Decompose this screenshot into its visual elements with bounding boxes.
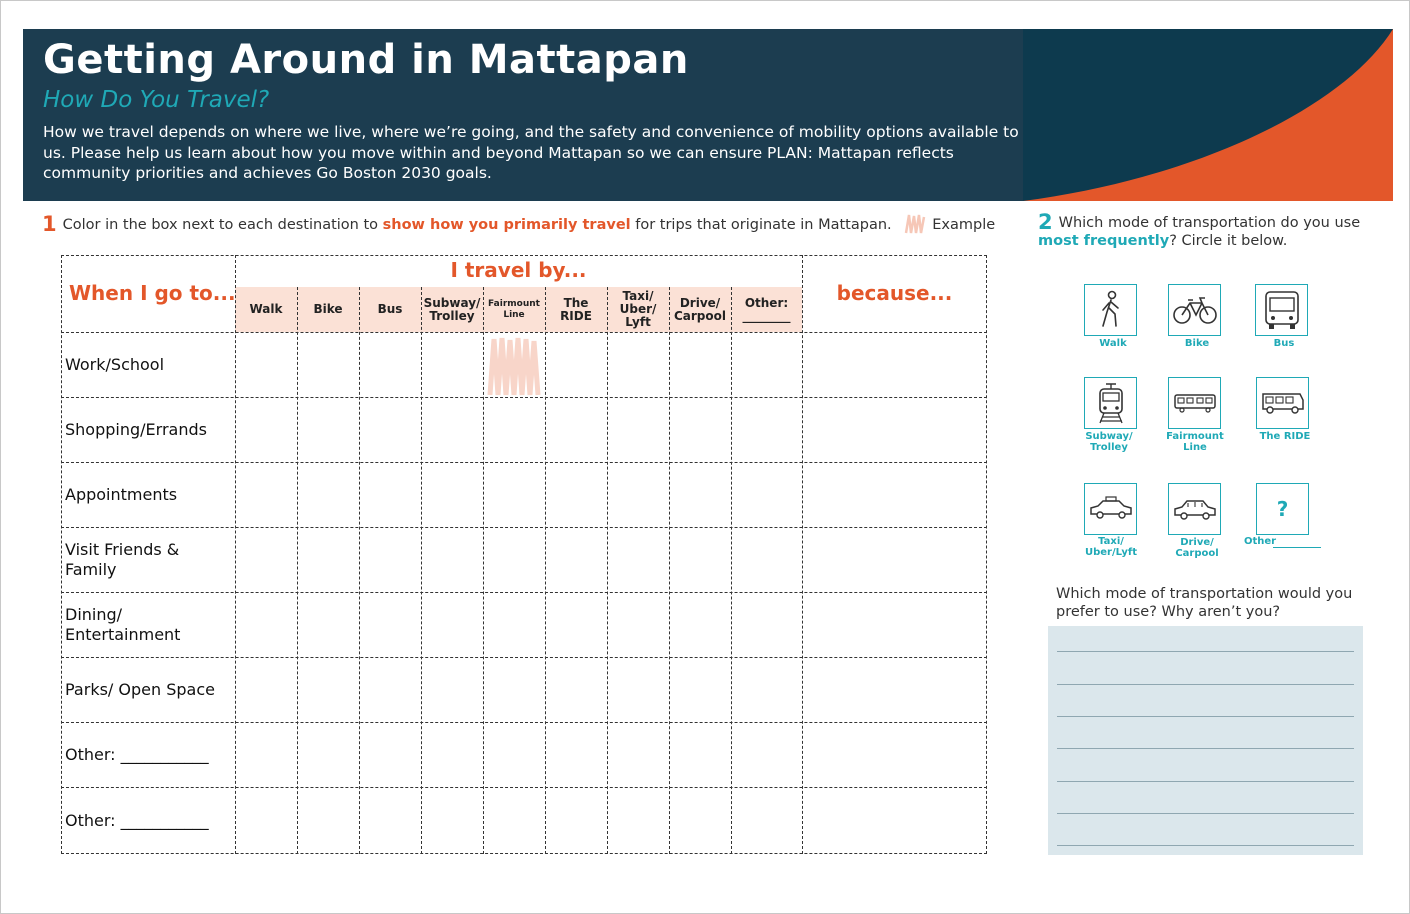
mode-cell[interactable] [731,592,802,657]
mode-choice-bus[interactable] [1255,284,1308,336]
mode-cell[interactable] [297,332,359,397]
section2-text-after: ? Circle it below. [1169,233,1288,249]
table-vertical-rule [61,255,62,854]
answer-line [1057,748,1354,749]
section1-instruction [42,212,995,236]
mode-cell[interactable] [421,722,483,787]
mode-choice-label: Fairmount Line [1166,431,1224,453]
mode-cell[interactable] [235,592,297,657]
mode-cell[interactable] [731,787,802,854]
destination-row-label: Work/School [65,354,165,374]
mode-cell[interactable] [359,527,421,592]
mode-cell[interactable] [421,787,483,854]
col-because-header: because... [836,281,953,305]
bike-icon [1172,295,1218,325]
question-icon: ? [1276,497,1289,521]
because-cell[interactable] [802,527,987,592]
destination-row-label: Dining/ Entertainment [65,604,181,644]
mode-cell[interactable] [483,397,545,462]
because-cell[interactable] [802,332,987,397]
mode-cell[interactable] [669,397,731,462]
destination-row-label: Appointments [65,484,178,504]
mode-choice-label: Bike [1184,338,1210,349]
mode-cell[interactable] [607,462,669,527]
mode-cell[interactable] [607,657,669,722]
mode-header-3: Subway/ Trolley [423,295,481,323]
mode-cell[interactable] [669,592,731,657]
mode-choice-label: Subway/ Trolley [1085,431,1133,453]
mode-header-1: Bike [313,302,343,316]
mode-header-8: Other: ________ [742,295,791,323]
mode-cell[interactable] [421,657,483,722]
mode-cell[interactable] [359,462,421,527]
mode-cell[interactable] [607,527,669,592]
table-horizontal-rule [61,255,987,256]
mode-cell[interactable] [545,332,607,397]
mode-cell[interactable] [235,527,297,592]
mode-cell[interactable] [421,592,483,657]
mode-header-5: The RIDE [560,295,592,323]
mode-cell[interactable] [297,527,359,592]
section1-text-after: for trips that originate in Mattapan. [630,217,892,233]
mode-cell[interactable] [297,657,359,722]
mode-cell[interactable] [483,592,545,657]
mode-cell[interactable] [545,397,607,462]
mode-choice-trolley[interactable] [1084,377,1137,429]
mode-header-6: Taxi/ Uber/ Lyft [619,289,657,329]
mode-cell[interactable] [421,332,483,397]
preference-question: Which mode of transportation would you prefer to use? Why aren’t you? [1056,586,1353,620]
trolley-icon [1094,381,1128,425]
mode-cell[interactable] [545,657,607,722]
mode-choice-label: Drive/ Carpool [1175,537,1219,559]
mode-cell[interactable] [669,527,731,592]
mode-choice-car[interactable] [1168,483,1221,535]
example-scribble-icon [904,213,926,235]
mode-choice-label: Walk [1099,338,1127,349]
mode-cell[interactable] [731,657,802,722]
answer-line [1057,781,1354,782]
mode-cell[interactable] [421,397,483,462]
mode-cell[interactable] [297,592,359,657]
mode-cell[interactable] [297,787,359,854]
because-cell[interactable] [802,657,987,722]
destination-row-label: Parks/ Open Space [65,679,215,699]
mode-cell[interactable] [297,722,359,787]
because-cell[interactable] [802,592,987,657]
mode-cell[interactable] [669,462,731,527]
section2-highlight: most frequently [1038,233,1170,249]
mode-choice-train[interactable] [1168,377,1221,429]
mode-cell[interactable] [483,332,545,397]
section2-text-before: Which mode of transportation do you use [1058,215,1361,231]
mode-cell[interactable] [359,787,421,854]
mode-cell[interactable] [235,397,297,462]
mode-cell[interactable] [297,462,359,527]
section2-question [1038,210,1368,250]
mode-cell[interactable] [421,462,483,527]
page-title: Getting Around in Mattapan [43,37,689,83]
answer-line [1057,651,1354,652]
mode-cell[interactable] [421,527,483,592]
mode-cell[interactable] [545,462,607,527]
destination-row-label: Other: ___________ [65,810,209,830]
mode-cell[interactable] [483,527,545,592]
header-banner [23,29,1393,201]
mode-cell[interactable] [731,722,802,787]
mode-cell[interactable] [669,787,731,854]
mode-cell[interactable] [607,787,669,854]
mode-cell[interactable] [731,332,802,397]
mode-cell[interactable] [545,787,607,854]
mode-header-7: Drive/ Carpool [673,295,726,323]
mode-cell[interactable] [607,592,669,657]
mode-choice-label: The RIDE [1259,431,1311,442]
intro-paragraph: How we travel depends on where we live, where we’re going, and the safety and convenience of mobility options available to us. Please help us learn about how you move within and beyond Mattapan so we can ensure PLAN: Mattapan reflects community priorities and achieves Go Boston 2030 goals. [43,123,1019,182]
destination-row-label: Visit Friends & Family [65,539,180,579]
mode-cell[interactable] [545,722,607,787]
mode-cell[interactable] [297,397,359,462]
travel-table [61,255,987,854]
mode-cell[interactable] [483,787,545,854]
mode-choice-label: Taxi/ Uber/Lyft [1085,536,1137,558]
answer-line [1057,845,1354,846]
mode-cell[interactable] [607,722,669,787]
other-write-in-line[interactable] [1273,547,1321,548]
taxi-icon [1088,496,1134,522]
mode-cell[interactable] [731,462,802,527]
mode-cell[interactable] [669,657,731,722]
mode-cell[interactable] [669,722,731,787]
mode-header-0: Walk [249,302,283,316]
mode-cell[interactable] [607,332,669,397]
section1-number: 1 [42,212,57,236]
mode-cell[interactable] [359,397,421,462]
col-when-header: When I go to... [69,281,236,305]
mode-choice-question[interactable] [1256,483,1309,535]
because-cell[interactable] [802,397,987,462]
section1-highlight: show how you primarily travel [382,217,631,233]
mode-cell[interactable] [235,722,297,787]
page-subtitle: How Do You Travel? [43,87,270,113]
mode-choice-taxi[interactable] [1084,483,1137,535]
destination-row-label: Other: ___________ [65,744,209,764]
mode-cell[interactable] [235,462,297,527]
mode-header-2: Bus [377,302,403,316]
mode-cell[interactable] [359,657,421,722]
mode-cell[interactable] [483,657,545,722]
because-cell[interactable] [802,722,987,787]
mode-choice-bike[interactable] [1168,284,1221,336]
mode-cell[interactable] [669,332,731,397]
mode-cell[interactable] [235,787,297,854]
col-travel-header: I travel by... [450,258,587,282]
example-label: Example [932,217,996,233]
mode-choice-label: Other [1243,536,1277,547]
header-swoosh-graphic [1023,29,1393,201]
mode-choice-van[interactable] [1256,377,1309,429]
answer-line [1057,716,1354,717]
answer-line [1057,684,1354,685]
walk-icon [1094,290,1128,330]
mode-cell[interactable] [235,657,297,722]
mode-cell[interactable] [359,332,421,397]
preference-answer-area[interactable] [1048,626,1363,855]
mode-choice-walk[interactable] [1084,284,1137,336]
bus-icon [1262,289,1302,331]
because-cell[interactable] [802,787,987,854]
mode-cell[interactable] [359,592,421,657]
mode-cell[interactable] [545,592,607,657]
because-cell[interactable] [802,462,987,527]
mode-cell[interactable] [545,527,607,592]
van-icon [1260,390,1306,416]
mode-choice-label: Bus [1273,338,1295,349]
mode-cell[interactable] [731,397,802,462]
section2-number: 2 [1038,210,1053,234]
mode-header-4: Fairmount Line [488,298,540,320]
answer-line [1057,813,1354,814]
mode-cell[interactable] [731,527,802,592]
train-icon [1173,392,1217,414]
car-icon [1172,496,1218,522]
mode-cell[interactable] [235,332,297,397]
mode-cell[interactable] [607,397,669,462]
mode-cell[interactable] [359,722,421,787]
section1-text-before: Color in the box next to each destination to [62,217,383,233]
mode-cell[interactable] [483,722,545,787]
destination-row-label: Shopping/Errands [65,419,207,439]
mode-cell[interactable] [483,462,545,527]
